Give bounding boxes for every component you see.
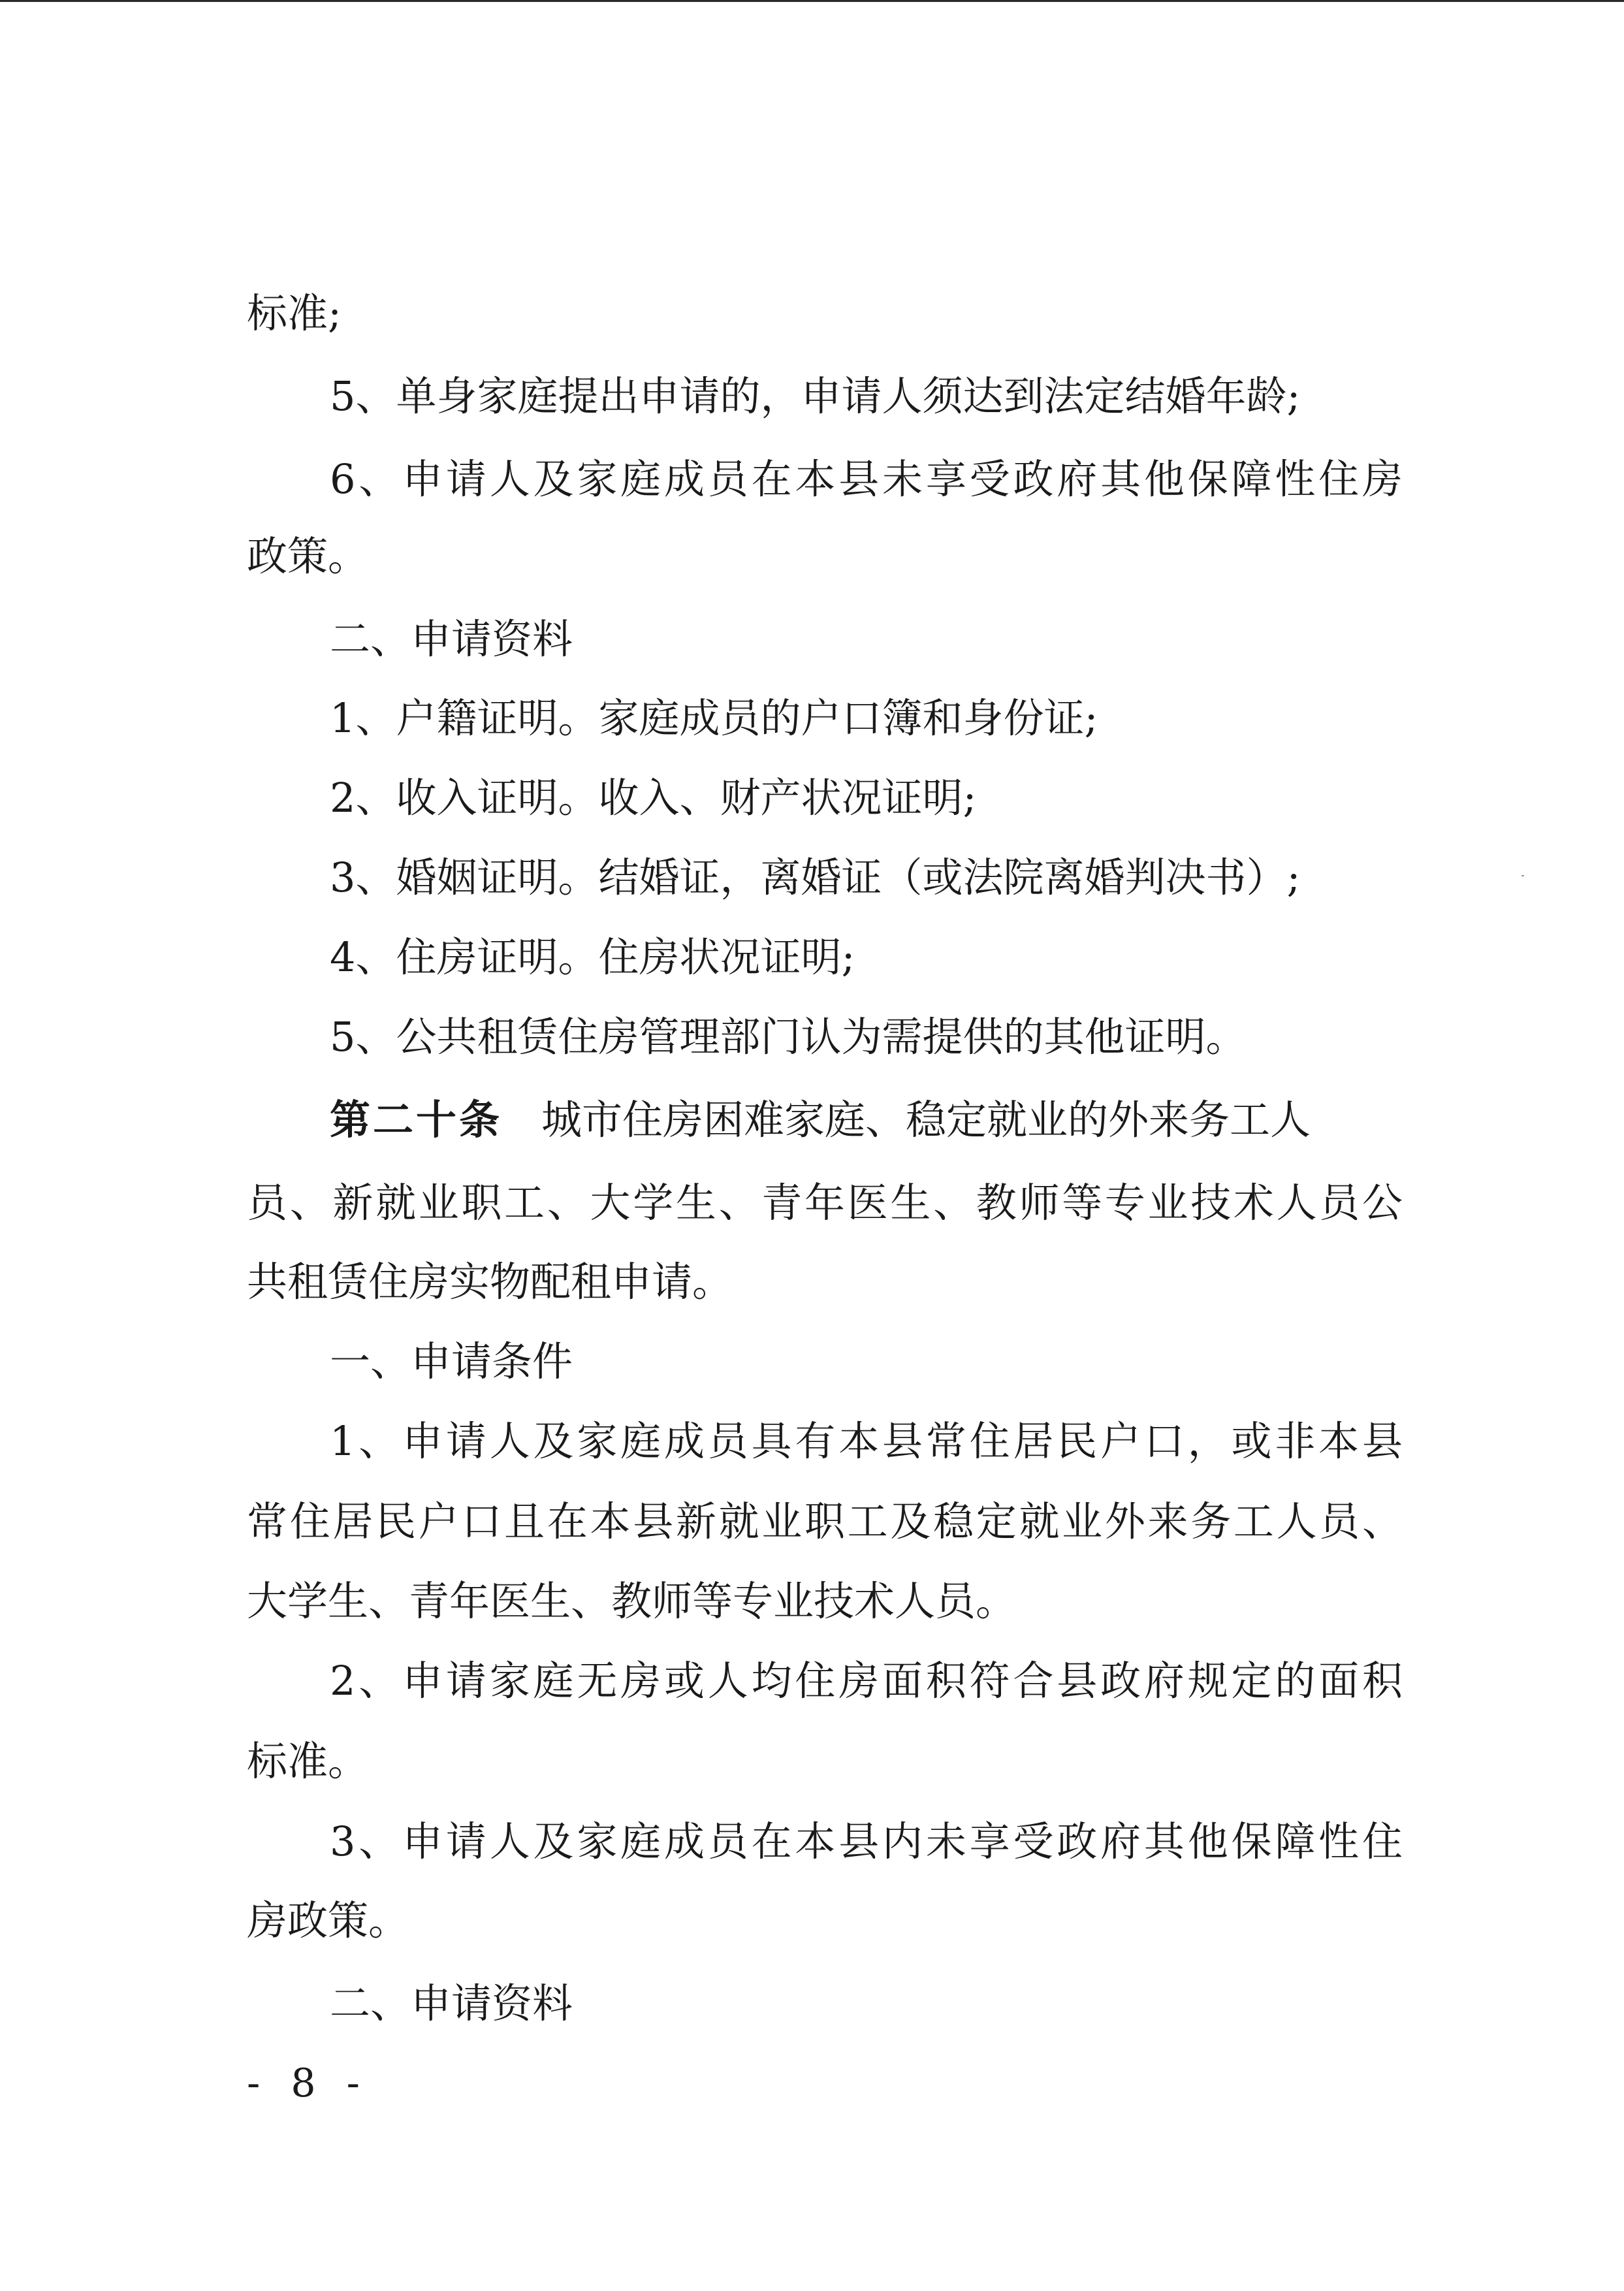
text-line: 4、住房证明。住房状况证明; xyxy=(330,933,855,981)
page-number: - 8 - xyxy=(247,2060,369,2106)
text-line: 1、户籍证明。家庭成员的户口簿和身份证; xyxy=(330,694,1098,742)
text-line: 标准。 xyxy=(247,1737,369,1785)
section-heading: 二、申请资料 xyxy=(330,1979,573,2027)
text-line: 3、婚姻证明。结婚证，离婚证（或法院离婚判决书）; xyxy=(330,854,1301,901)
text-line: 房政策。 xyxy=(247,1897,409,1944)
text-line: 2、申请家庭无房或人均住房面积符合县政府规定的面积 xyxy=(330,1657,1403,1705)
text-line: 共租赁住房实物配租申请。 xyxy=(247,1258,733,1306)
text-line: 2、收入证明。收入、财产状况证明; xyxy=(330,774,977,822)
text-line: 3、申请人及家庭成员在本县内未享受政府其他保障性住 xyxy=(330,1818,1403,1865)
text-line: 5、公共租赁住房管理部门认为需提供的其他证明。 xyxy=(330,1013,1247,1061)
text-line: 政策。 xyxy=(247,532,369,580)
text-line: 员、新就业职工、大学生、青年医生、教师等专业技术人员公 xyxy=(247,1179,1403,1226)
text-line: 标准; xyxy=(247,289,342,337)
text-line: 大学生、青年医生、教师等专业技术人员。 xyxy=(247,1577,1017,1625)
scan-speck xyxy=(1521,875,1524,876)
text-line: 常住居民户口且在本县新就业职工及稳定就业外来务工人员、 xyxy=(247,1498,1403,1545)
text-line: 1、申请人及家庭成员具有本县常住居民户口，或非本县 xyxy=(330,1417,1403,1465)
section-heading: 二、申请资料 xyxy=(330,615,573,663)
text-line: 6、申请人及家庭成员在本县未享受政府其他保障性住房 xyxy=(330,455,1403,503)
article-text: 城市住房困难家庭、稳定就业的外来务工人 xyxy=(541,1096,1311,1144)
article-number: 第二十条 xyxy=(330,1096,503,1144)
section-heading: 一、申请条件 xyxy=(330,1338,573,1385)
article-line xyxy=(330,1093,1403,1147)
text-line: 5、单身家庭提出申请的，申请人须达到法定结婚年龄; xyxy=(330,372,1301,420)
